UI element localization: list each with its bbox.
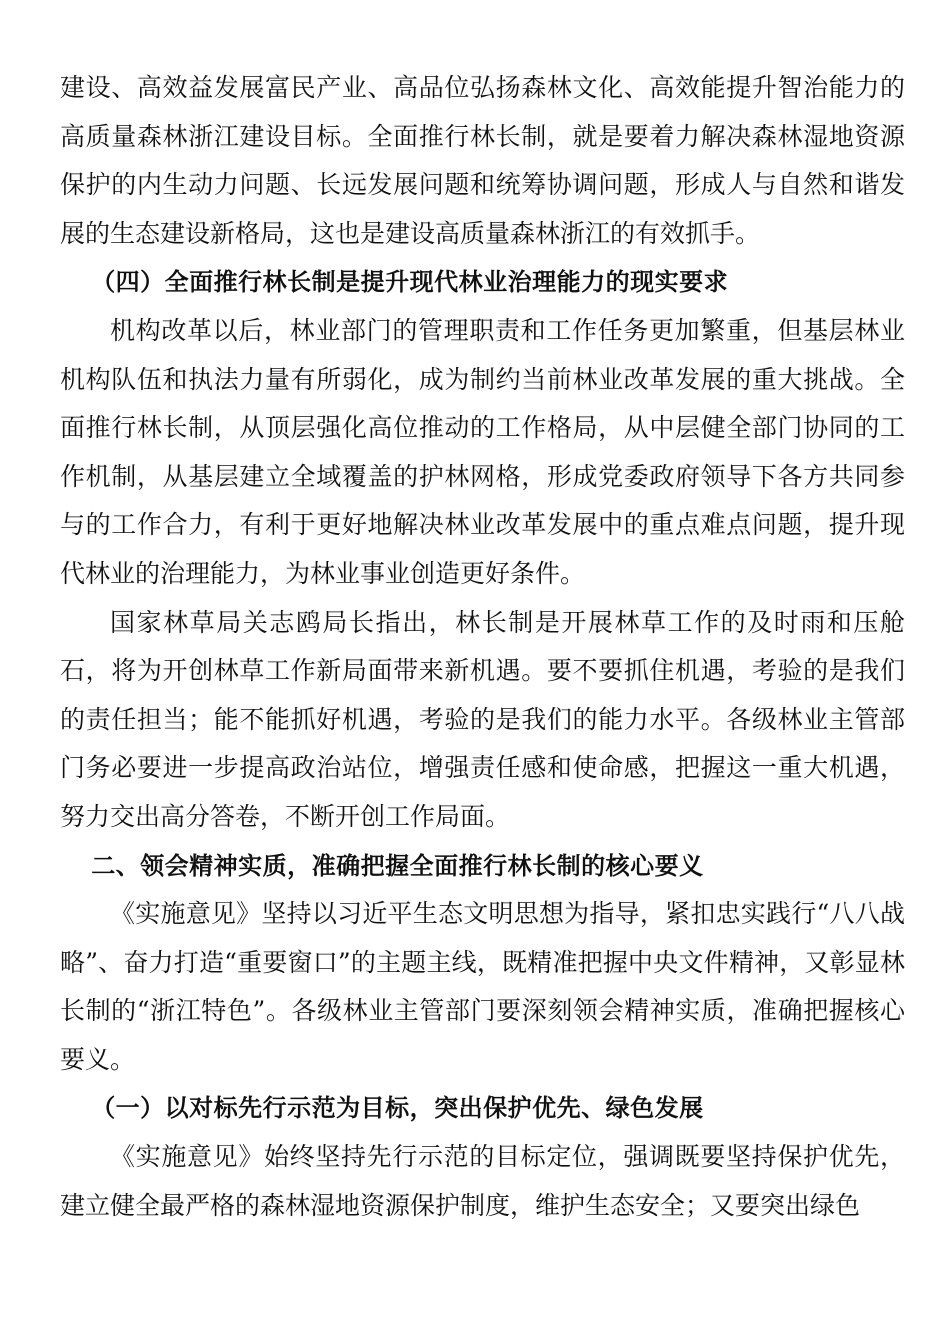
paragraph-institutional-reform: 机构改革以后，林业部门的管理职责和工作任务更加繁重，但基层林业机构队伍和执法力量有所弱化，成为制约当前林业改革发展的重大挑战。全面推行林长制，从顶层强化高位推动的工作格局，从中层健全部门协同的工作机制，从基层建立全域覆盖的护林网格，形成党委政府领导下各方共同参与的工作合力，有利于更好地解决林业改革发展中的重点难点问题，提升现代林业的治理能力，为林业事业创造更好条件。 (60, 315, 905, 588)
paragraph-director-remarks: 国家林草局关志鸥局长指出，林长制是开展林草工作的及时雨和压舱石，将为开创林草工作新局面带来新机遇。要不要抓住机遇，考验的是我们的责任担当；能不能抓好机遇，考验的是我们的能力水平。各级林业主管部门务必要进一步提高政治站位，增强责任感和使命感，把握这一重大机遇，努力交出高分答卷，不断开创工作局面。 (60, 607, 905, 831)
paragraph-forest-zhejiang-goal: 建设、高效益发展富民产业、高品位弘扬森林文化、高效能提升智治能力的高质量森林浙江建设目标。全面推行林长制，就是要着力解决森林湿地资源保护的内生动力问题、长远发展问题和统筹协调问题，形成人与自然和谐发展的生态建设新格局，这也是建设高质量森林浙江的有效抓手。 (60, 73, 905, 248)
heading-section-1: （一）以对标先行示范为目标，突出保护优先、绿色发展 (91, 1094, 704, 1123)
heading-part-2: 二、领会精神实质，准确把握全面推行林长制的核心要义 (91, 851, 704, 880)
paragraph-implementation-opinions: 《实施意见》坚持以习近平生态文明思想为指导，紧扣忠实践行“八八战略”、奋力打造“重要窗口”的主题主线，既精准把握中央文件精神，又彰显林长制的“浙江特色”。各级林业主管部门要深刻领会精神实质，准确把握核心要义。 (60, 899, 905, 1074)
paragraph-protection-priority: 《实施意见》始终坚持先行示范的目标定位，强调既要坚持保护优先，建立健全最严格的森林湿地资源保护制度，维护生态安全；又要突出绿色 (60, 1142, 905, 1220)
document-page (60, 64, 905, 1230)
heading-section-4: （四）全面推行林长制是提升现代林业治理能力的现实要求 (91, 268, 729, 297)
